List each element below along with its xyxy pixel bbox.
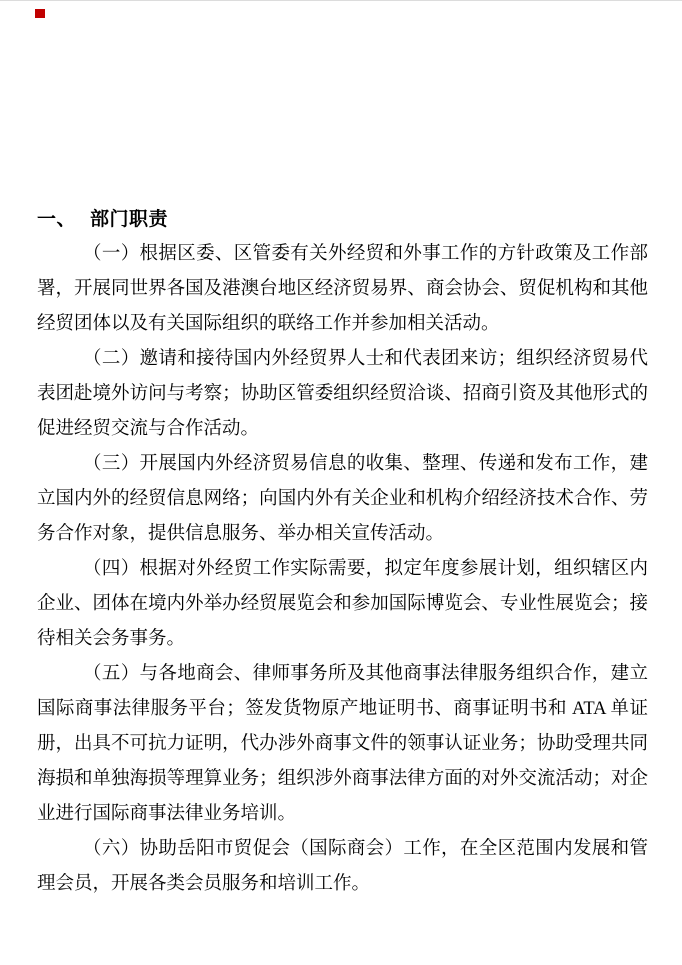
section-heading-number: 一、 xyxy=(37,209,77,230)
duty-paragraph-2: （二）邀请和接待国内外经贸界人士和代表团来访；组织经济贸易代表团赴境外访问与考察；协助区管委组织经贸洽谈、招商引资及其他形式的促进经贸交流与合作活动。 xyxy=(37,349,648,439)
duty-paragraph-3: （三）开展国内外经济贸易信息的收集、整理、传递和发布工作，建立国内外的经贸信息网络；向国内外有关企业和机构介绍经济技术合作、劳务合作对象，提供信息服务、举办相关宣传活动。 xyxy=(37,454,648,544)
document-content xyxy=(37,202,648,902)
duty-paragraph-6: （六）协助岳阳市贸促会（国际商会）工作，在全区范围内发展和管理会员，开展各类会员服务和培训工作。 xyxy=(37,839,648,894)
duty-paragraph-1: （一）根据区委、区管委有关外经贸和外事工作的方针政策及工作部署，开展同世界各国及港澳台地区经济贸易界、商会协会、贸促机构和其他经贸团体以及有关国际组织的联络工作并参加相关活动。 xyxy=(37,244,648,334)
section-heading-title: 部门职责 xyxy=(90,209,169,230)
section-heading xyxy=(37,202,648,237)
red-anchor-mark-icon xyxy=(35,9,45,18)
duty-paragraph-4: （四）根据对外经贸工作实际需要，拟定年度参展计划，组织辖区内企业、团体在境内外举办经贸展览会和参加国际博览会、专业性展览会；接待相关会务事务。 xyxy=(37,559,648,649)
duty-paragraph-5: （五）与各地商会、律师事务所及其他商事法律服务组织合作，建立国际商事法律服务平台；签发货物原产地证明书、商事证明书和 ATA 单证册，出具不可抗力证明，代办涉外商事文件的领事认证业务；协助受理共同海损和单独海损等理算业务；组织涉外商事法律方面的对外交流活动；对企业进行国际商事法律业务培训。 xyxy=(37,664,648,824)
